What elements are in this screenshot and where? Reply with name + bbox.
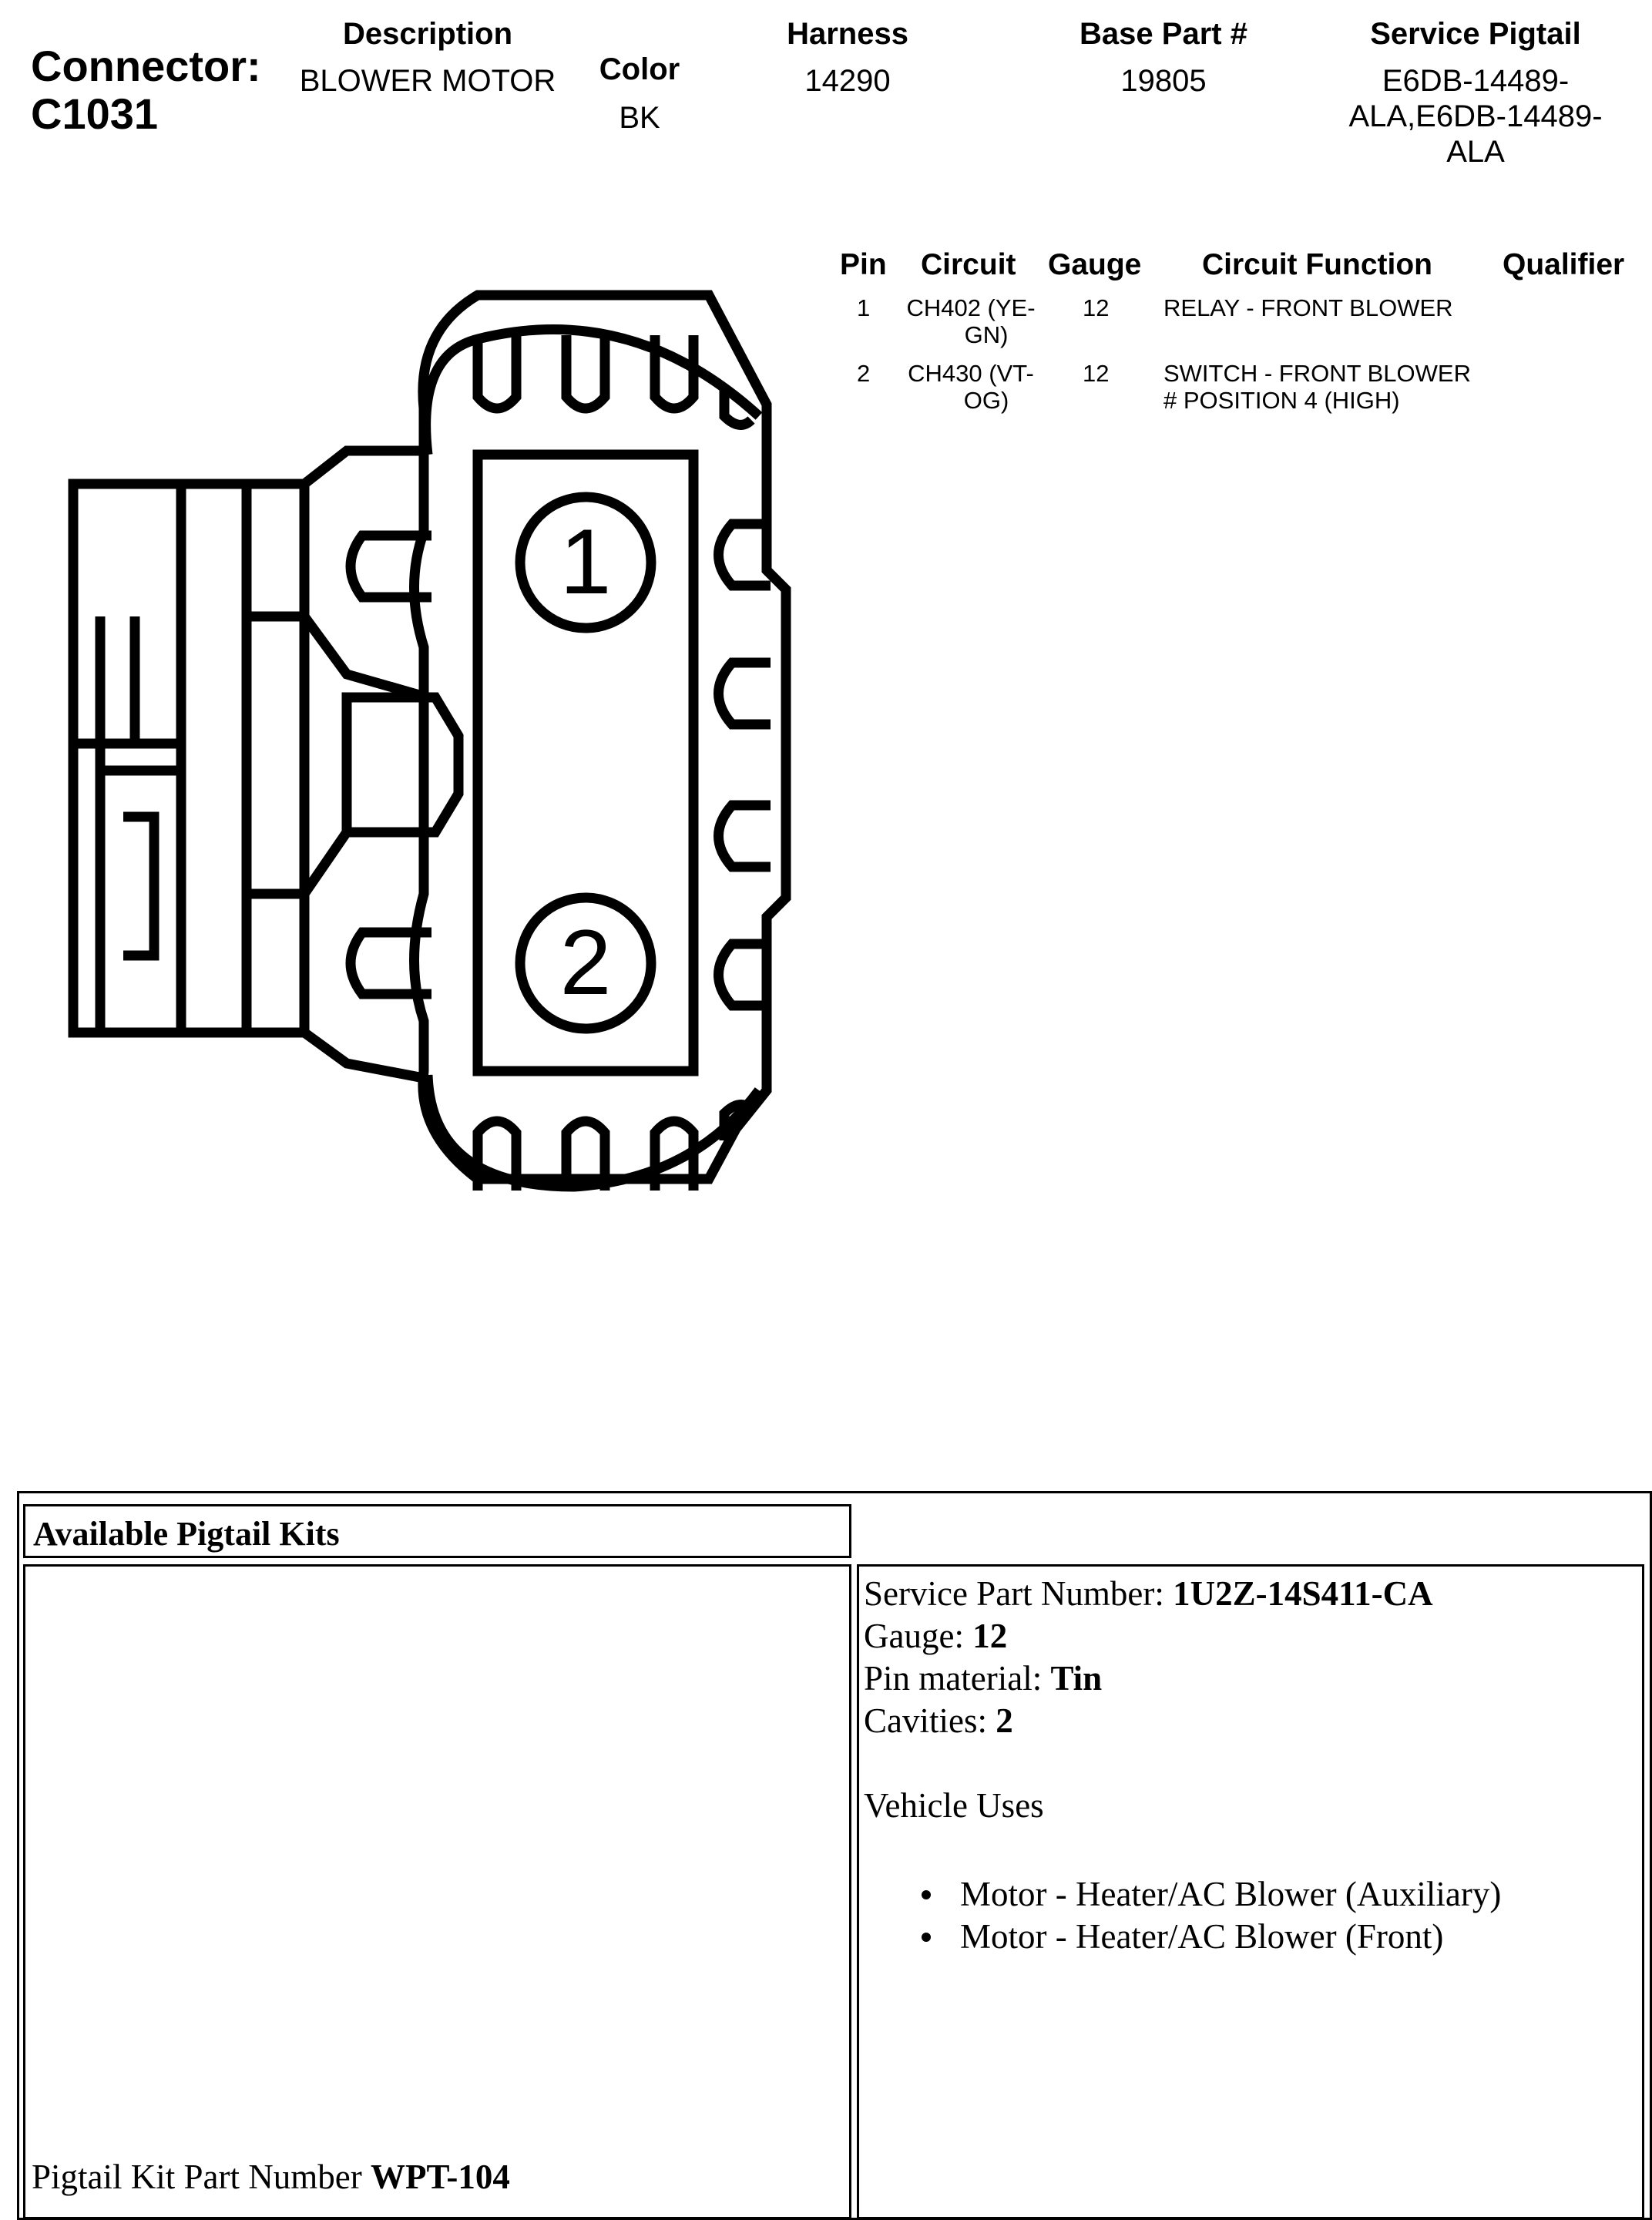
base-part-label: Base Part # [1080,17,1247,51]
connector-label: Connector: [31,42,261,90]
description-value: BLOWER MOTOR [299,64,556,98]
circuit [894,360,1048,414]
pin-number: 2 [857,360,871,387]
pin-1-label: 1 [559,510,612,613]
pin-2-label: 2 [559,911,612,1014]
pigtail-kit-image-box [23,1564,851,2219]
pin-number: 1 [857,294,871,321]
connector-diagram [0,277,817,1279]
pigtail-kits-title-box [23,1504,851,1558]
circuit-function [1163,360,1471,414]
function-col-header: Circuit Function [1202,248,1432,281]
service-pigtail-line3: ALA [1446,135,1505,169]
connector-title [31,42,261,138]
circuit [894,294,1048,348]
pigtail-kit-details-box [857,1564,1644,2219]
pin-col-header: Pin [840,248,887,281]
circuit-line2: GN) [964,321,1009,348]
circuit-line2: OG) [963,387,1009,414]
base-part-value: 19805 [1120,64,1207,98]
kit-gauge-label: Gauge: [864,1617,973,1655]
function-line1: SWITCH - FRONT BLOWER [1163,360,1471,387]
list-item: Motor - Heater/AC Blower (Auxiliary) [922,1873,1634,1916]
pigtail-kits-title: Available Pigtail Kits [33,1515,340,1553]
service-pigtail-value [1325,63,1626,170]
vehicle-uses-heading: Vehicle Uses [864,1786,1044,1825]
service-part-value: 1U2Z-14S411-CA [1173,1574,1433,1613]
circuit-line1: CH402 (YE- [906,294,1036,321]
function-line2: # POSITION 4 (HIGH) [1163,387,1400,414]
housing-outline [415,295,787,1179]
circuit-col-header: Circuit [921,248,1016,281]
harness-label: Harness [787,17,908,51]
pin-material-label: Pin material: [864,1659,1051,1698]
service-part-number [864,1573,1634,1615]
connector-id: C1031 [31,89,159,138]
pigtail-kit-details [864,1573,1634,1958]
service-pigtail-label: Service Pigtail [1370,17,1581,51]
description-label: Description [342,17,513,51]
kit-gauge-value: 12 [972,1617,1008,1655]
harness-value: 14290 [804,64,891,98]
cavities-value: 2 [996,1701,1013,1740]
service-pigtail-line2: ALA,E6DB-14489- [1348,99,1603,133]
pigtail-kit-part-value: WPT-104 [370,2158,510,2196]
color-label: Color [599,52,680,86]
circuit-line1: CH430 (VT- [908,360,1034,387]
color-value: BK [619,101,660,135]
cavities-label: Cavities: [864,1701,996,1740]
function-line1: RELAY - FRONT BLOWER [1163,294,1453,321]
latch-outline [73,484,304,1033]
pin-material [864,1657,1634,1700]
gauge: 12 [1083,294,1110,321]
list-item: Motor - Heater/AC Blower (Front) [922,1916,1634,1958]
qualifier-col-header: Qualifier [1503,248,1625,281]
pin-material-value: Tin [1050,1659,1103,1698]
vehicle-uses-list [922,1873,1634,1958]
center-key [347,697,458,832]
pigtail-kit-part-label: Pigtail Kit Part Number [32,2158,371,2196]
gauge-col-header: Gauge [1048,248,1142,281]
kit-gauge [864,1615,1634,1657]
cavities [864,1700,1634,1742]
gauge: 12 [1083,360,1110,387]
circuit-function [1163,294,1453,321]
pigtail-kit-part-number [32,2156,510,2198]
service-part-label: Service Part Number: [864,1574,1174,1613]
service-pigtail-line1: E6DB-14489- [1382,64,1570,98]
